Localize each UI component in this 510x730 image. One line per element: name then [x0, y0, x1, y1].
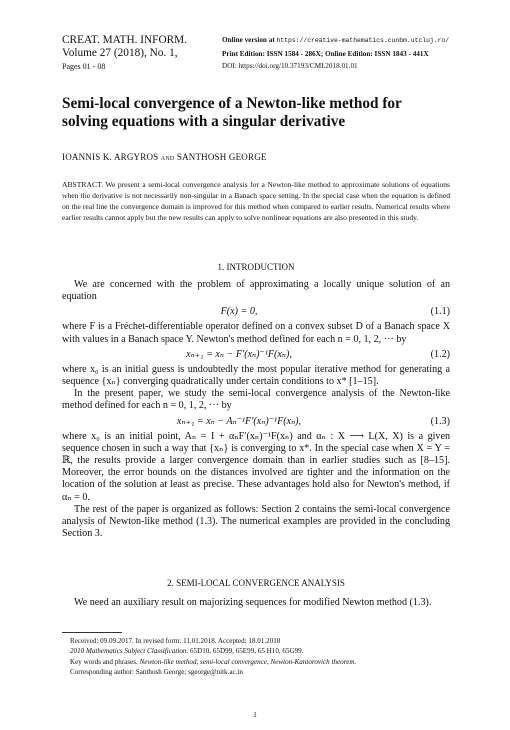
- page-header: [62, 34, 472, 73]
- journal-pages: Pages 01 - 08: [62, 62, 106, 71]
- page-number: 1: [253, 710, 257, 719]
- equation-formula: xₙ₊₁ = xₙ − F′(xₙ)⁻¹F(xₙ),: [186, 348, 292, 360]
- doi-link[interactable]: DOI: https://doi.org/10.37193/CMI.2018.01.01: [222, 62, 358, 70]
- online-prefix: Online version at: [222, 36, 277, 44]
- equation-number: (1.2): [430, 348, 450, 360]
- issn-text: Print Edition: ISSN 1584 - 286X; Online Edition: ISSN 1843 - 441X: [222, 49, 429, 58]
- keywords-label: Key words and phrases.: [70, 657, 138, 666]
- equation-number: (1.3): [430, 415, 450, 427]
- footnote-divider: [62, 632, 122, 633]
- msc-codes: 65D10, 65D99, 65E99, 65 H10, 65G99.: [190, 647, 304, 656]
- journal-name: CREAT. MATH. INFORM.: [62, 34, 188, 46]
- journal-info: [62, 34, 187, 73]
- paragraph: The rest of the paper is organized as follows: Section 2 contains the semi-local convergence analysis of Newton-like method (1.3). The numerical examples are provided in the concluding Section 3.: [62, 503, 450, 540]
- paper-authors: IOANNIS K. ARGYROS and SANTHOSH GEORGE: [62, 152, 267, 162]
- equation-formula: xₙ₊₁ = xₙ − Aₙ⁻¹F′(xₙ)⁻¹F(xₙ),: [176, 415, 302, 427]
- equation-formula: F(x) = 0,: [220, 306, 258, 318]
- corresponding-author: Corresponding author: Santhosh George; sgeorge@nitk.ac.in: [70, 667, 243, 676]
- msc-classification: [62, 646, 450, 656]
- paper-title: Semi-local convergence of a Newton-like method for solving equations with a singular derivative: [62, 95, 402, 130]
- paragraph: where x₀ is an initial guess is undoubtedly the most popular iterative method for generating a sequence {xₙ} converging quadratically under certain conditions to x* [1–15].: [62, 363, 450, 388]
- equation-1-3: [62, 415, 450, 429]
- online-version: [222, 34, 472, 48]
- paragraph: We need an auxiliary result on majorizing sequences for modified Newton method (1.3).: [74, 597, 432, 608]
- abstract-text: We present a semi-local convergence analysis for a Newton-like method to approximate solutions of equations when the derivative is not necessarily non-singular in a Banach space setting. In the special case when the equation is defined on the real line the convergence domain is improved for this method when compared to earlier results. Numerical results where earlier results cannot apply but the new results can apply to solve nonlinear equations are also presented in this study.: [62, 180, 450, 222]
- abstract-label: ABSTRACT.: [62, 180, 103, 189]
- journal-volume: Volume 27 (2018), No. 1,: [62, 47, 178, 59]
- paragraph: In the present paper, we study the semi-local convergence analysis of the Newton-like method defined for each n = 0, 1, 2, ··· by: [62, 388, 450, 412]
- issn: [222, 48, 472, 61]
- received-dates: Received: 09.09.2017. In revised form: 11.01.2018. Accepted: 18.01.2018: [70, 637, 281, 645]
- footnotes: [62, 636, 450, 677]
- paragraph: We are concerned with the problem of approximating a locally unique solution of an equation: [62, 279, 450, 303]
- introduction-body: [62, 279, 450, 540]
- paragraph: where x₀ is an initial point, Aₙ = I + αₙF′(xₙ)⁻¹F(xₙ) and αₙ : X ⟶ L(X, X) is a given sequence chosen in such a way that {xₙ} is converging to x*. In the special case when X = Y = ℝ, the results provide a larger convergence domain than in earlier studies such as [8–15]. Moreover, the error bounds on the distances involved are tighter and the information on the location of the solution at least as precise. These advantages hold also for Newton's method, if αₙ = 0.: [62, 430, 450, 503]
- keywords: [62, 657, 450, 667]
- equation-number: (1.1): [430, 306, 450, 318]
- msc-label: 2010 Mathematics Subject Classification.: [70, 647, 189, 656]
- equation-1-1: [62, 305, 450, 319]
- publication-info: [222, 34, 472, 73]
- section2-body: [62, 597, 450, 609]
- abstract: [62, 180, 450, 224]
- online-url-link[interactable]: https://creative-mathematics.cunbm.utcluj.ro/: [276, 37, 450, 44]
- paragraph: where F is a Fréchet-differentiable operator defined on a convex subset D of a Banach space X with values in a Banach space Y. Newton's method defined for each n = 0, 1, 2, ··· by: [62, 321, 450, 345]
- section-heading-semi-local: 2. SEMI-LOCAL CONVERGENCE ANALYSIS: [167, 578, 345, 588]
- keywords-text: Newton-like method, semi-local convergence, Newton-Kantorovich theorem.: [139, 657, 357, 666]
- section-heading-introduction: 1. INTRODUCTION: [217, 262, 295, 272]
- equation-1-2: [62, 348, 450, 362]
